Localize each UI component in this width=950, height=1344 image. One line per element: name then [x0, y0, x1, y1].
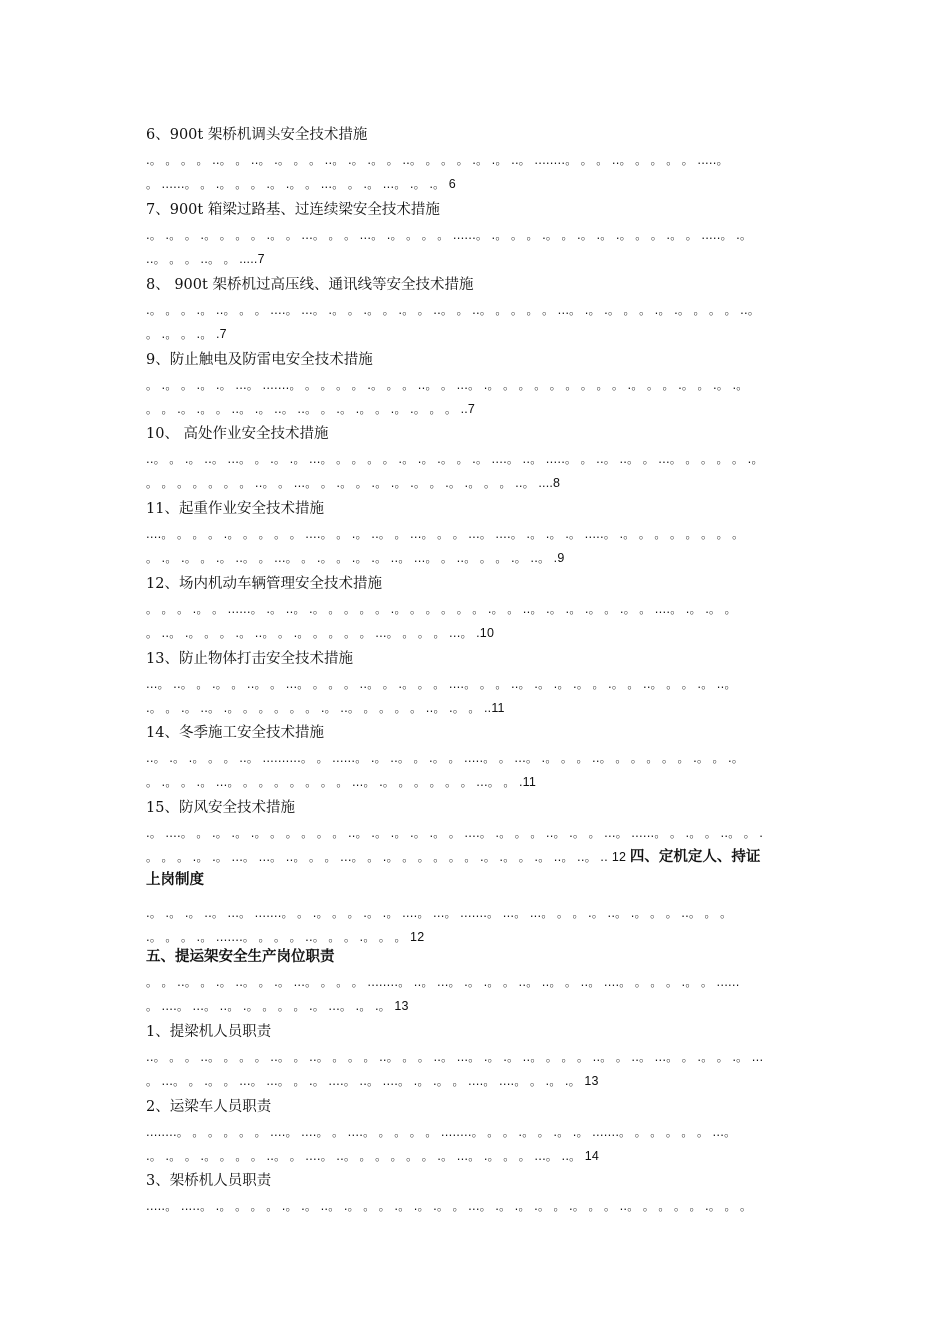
toc-leader-dots: 。 。 .。 .。 。 ..。 .。 ..。 ..。 。 .。 .。 。 .。 .。 。 。 — [146, 402, 461, 416]
toc-title: 2、运梁车人员职责 — [146, 1099, 272, 1115]
toc-page-number: ..11 — [483, 701, 505, 715]
toc-entry — [146, 723, 801, 791]
toc-title: 9、防止触电及防雷电安全技术措施 — [146, 352, 373, 368]
toc-leader-line: .。 .。 。 .。 。 。 。 .。 。 ...。 。 。 ...。 .。 。 。 。 ......。 .。 。 。 .。 。 .。 .。 .。 。 。 .。 。 .....。 .。 — [146, 228, 752, 242]
toc-entry — [146, 1022, 801, 1090]
toc-leader-dots: .。 。 。 .。 .......。 。 。 。 ..。 。 。 .。 。 。 — [146, 930, 411, 944]
toc-entry — [146, 798, 801, 890]
toc-page-number: 14 — [584, 1149, 600, 1163]
toc-leader-dots: .。 .。 。 .。 。 。 。 ..。 。 ....。 ..。 。 。 。 。 。 .。 ...。 .。 。 。 ...。 ..。 — [146, 1149, 585, 1163]
toc-leader-line: ...。 ..。 。 .。 。 ..。 。 ...。 。 。 。 ..。 。 .。 。 。 ....。 。 。 ..。 .。 .。 .。 。 .。 。 ..。 。 。 .。 ..。 — [146, 677, 737, 691]
toc-leader-line: ..。 .。 .。 。 。 ..。 ..........。 。 ......。 .。 ..。 。 .。 。 .....。 。 ...。 .。 。 。 ..。 。 。 。 。 。 .。 。 .。 — [146, 751, 744, 765]
toc-leader-line: ....。 。 。 。 .。 。 。 。 。 ....。 。 .。 ..。 。 ...。 。 。 ...。 ....。 .。 .。 .。 .....。 .。 。 。 。 。 。 。 。 — [146, 527, 744, 541]
toc-leader-line — [146, 848, 801, 866]
toc-leader-dots: 。 ..。 .。 。 。 .。 ..。 。 .。 。 。 。 。 ...。 。 。 。 ...。 — [146, 626, 477, 640]
toc-leader-line: .。 .。 .。 ..。 ...。 .......。 。 .。 。 。 .。 .。 ....。 ...。 .......。 ...。 ...。 。 。 .。 ..。 .。 。 。 ..。 。 。 — [146, 906, 732, 920]
toc-page-number: .10 — [476, 626, 495, 640]
toc-leader-line: .。 。 。 。 ..。 。 ..。 .。 。 。 ..。 .。 .。 。 ..。 。 。 。 .。 .。 ..。 ........。 。 。 ..。 。 。 。 。 .....。 — [146, 153, 729, 167]
toc-leader-dots: 。 .。 。 .。 — [146, 327, 216, 341]
toc-title: 五、提运架安全生产岗位职责 — [146, 948, 335, 965]
toc-page-number: .9 — [553, 551, 565, 565]
toc-leader-line: ..。 。 。 ..。 。 。 。 ..。 。 ..。 。 。 。 ..。 。 。 ..。 ...。 .。 .。 ..。 。 。 。 ..。 。 ..。 ...。 。 .。 。 .。 ... — [146, 1050, 764, 1064]
toc-leader-line — [146, 928, 801, 946]
toc-title: 13、防止物体打击安全技术措施 — [146, 651, 353, 667]
toc-title: 6、900t 架桥机调头安全技术措施 — [146, 127, 368, 143]
toc-leader-line: .。 ....。 。 .。 .。 .。 。 。 。 。 。 ..。 .。 .。 .。 .。 。 ....。 .。 。 。 ..。 .。 。 ...。 ......。 。 .。 。 ..。 。 . — [146, 826, 764, 840]
toc-page-number: .11 — [518, 775, 536, 789]
toc-entry — [146, 649, 801, 717]
toc-title: 8、 900t 架桥机过高压线、通讯线等安全技术措施 — [146, 277, 474, 293]
toc-leader-line — [146, 549, 801, 567]
toc-title: 15、防风安全技术措施 — [146, 800, 295, 816]
toc-leader-line: 。 。 ..。 。 .。 ..。 。 .。 ...。 。 。 。 ........。 ..。 ...。 .。 .。 。 ..。 ..。 。 ..。 ....。 。 。 。 .。 。 ...... — [146, 975, 740, 989]
toc-leader-dots: ..。 。 。 ..。 。 — [146, 252, 240, 266]
toc-leader-line — [146, 624, 801, 642]
toc-title: 3、架桥机人员职责 — [146, 1173, 272, 1189]
toc-entry — [146, 424, 801, 492]
toc-leader-line: ........。 。 。 。 。 。 ....。 ....。 。 ....。 。 。 。 。 ........。 。 。 .。 。 .。 .。 .......。 。 。 。 。 。 ...。 — [146, 1125, 736, 1139]
toc-entry — [146, 898, 801, 946]
toc-leader-dots: 。 。 。 .。 .。 ...。 ...。 ..。 。 。 ...。 。 .。 。 。 。 。 。 .。 .。 。 .。 ..。 ..。 .. — [146, 850, 612, 864]
toc-page-number: 13 — [394, 999, 409, 1013]
toc-leader-line — [146, 1072, 801, 1090]
toc-leader-dots: 。 ...。 。 .。 。 ...。 ...。 。 .。 ....。 ..。 ....。 .。 .。 。 ....。 ....。 。 .。 .。 — [146, 1074, 585, 1088]
toc-entry — [146, 125, 801, 193]
toc-leader-line — [146, 1147, 801, 1165]
toc-leader-line — [146, 773, 801, 791]
toc-entry — [146, 499, 801, 567]
toc-entry — [146, 350, 801, 418]
toc-leader-line — [146, 250, 801, 268]
toc-leader-dots: 。 ......。 。 .。 。 。 .。 .。 。 ...。 。 .。 ...。 .。 .。 — [146, 177, 449, 191]
toc-leader-line: 。 .。 。 .。 .。 ...。 .......。 。 。 。 。 .。 。 。 ..。 。 ...。 .。 。 。 。 。 。 。 。 。 .。 。 。 .。 。 .。 .。 — [146, 378, 749, 392]
toc-leader-line — [146, 175, 801, 193]
toc-page-number: 13 — [584, 1074, 599, 1088]
toc-leader-line: ..。 。 .。 ..。 ...。 。 .。 .。 ...。 。 。 。 。 .。 .。 .。 。 .。 ....。 ..。 .....。 。 ..。 ..。 。 ...。 。 。 。 。 .。 — [146, 452, 764, 466]
toc-entry — [146, 1171, 801, 1215]
toc-leader-line — [146, 325, 801, 343]
toc-page-number: .7 — [215, 327, 227, 341]
section-heading-continued: 上岗制度 — [146, 871, 204, 888]
toc-title: 1、提梁机人员职责 — [146, 1024, 272, 1040]
toc-leader-dots: 。 。 。 。 。 。 。 ..。 。 ...。 。 .。 。 .。 .。 .。 。 .。 .。 。 。 ..。 — [146, 476, 539, 490]
toc-title: 7、900t 箱梁过路基、过连续梁安全技术措施 — [146, 202, 440, 218]
toc-title: 14、冬季施工安全技术措施 — [146, 725, 324, 741]
toc-title: 12、场内机动车辆管理安全技术措施 — [146, 576, 382, 592]
toc-leader-dots: 。 .。 .。 。 .。 ..。 。 ...。 。 .。 。 .。 .。 ..。 ...。 。 ..。 。 。 .。 ..。 — [146, 551, 554, 565]
toc-title: 10、 高处作业安全技术措施 — [146, 426, 329, 442]
toc-page-number: ....8 — [538, 476, 561, 490]
toc-page-number: 12 — [611, 850, 630, 864]
toc-page-number: 6 — [448, 177, 456, 191]
toc-leader-dots: 。 ....。 ...。 ..。 .。 。 。 。 .。 ...。 .。 .。 — [146, 999, 395, 1013]
toc-leader-line: .....。 .....。 .。 。 。 。 .。 .。 ..。 .。 。 。 .。 .。 .。 。 ...。 .。 .。 .。 。 .。 。 。 ..。 。 。 。 。 .。 。 。 — [146, 1199, 752, 1213]
toc-page-number: .....7 — [239, 252, 265, 266]
toc-leader-line — [146, 400, 801, 418]
toc-entry — [146, 574, 801, 642]
toc-leader-dots: .。 。 .。 ..。 .。 。 。 。 。 。 .。 ..。 。 。 。 。 ..。 .。 。 — [146, 701, 484, 715]
section-heading-inline: 四、定机定人、持证 — [629, 848, 761, 865]
toc-entry — [146, 947, 801, 1015]
toc-leader-dots: 。 .。 。 .。 ...。 。 。 。 。 。 。 。 ...。 .。 。 。 。 。 。 ...。 。 — [146, 775, 519, 789]
toc-entry — [146, 200, 801, 268]
toc-entry — [146, 275, 801, 343]
toc-leader-line: 。 。 。 .。 。 ......。 .。 ..。 .。 。 。 。 。 .。 。 。 。 。 。 .。 。 ..。 .。 .。 .。 。 .。 。 ....。 .。 .。 。 — [146, 602, 737, 616]
toc-title: 11、起重作业安全技术措施 — [146, 501, 324, 517]
toc-leader-line — [146, 474, 801, 492]
toc-page-number: ..7 — [460, 402, 476, 416]
toc-page-number: 12 — [410, 930, 425, 944]
toc-entry — [146, 1097, 801, 1165]
toc-leader-line: .。 。 。 .。 ..。 。 。 ....。 ...。 .。 。 .。 。 .。 。 ..。 。 ..。 。 。 。 。 ...。 .。 .。 。 。 .。 .。 。 。 。 ..。 — [146, 303, 760, 317]
toc-leader-line — [146, 699, 801, 717]
toc-leader-line — [146, 997, 801, 1015]
